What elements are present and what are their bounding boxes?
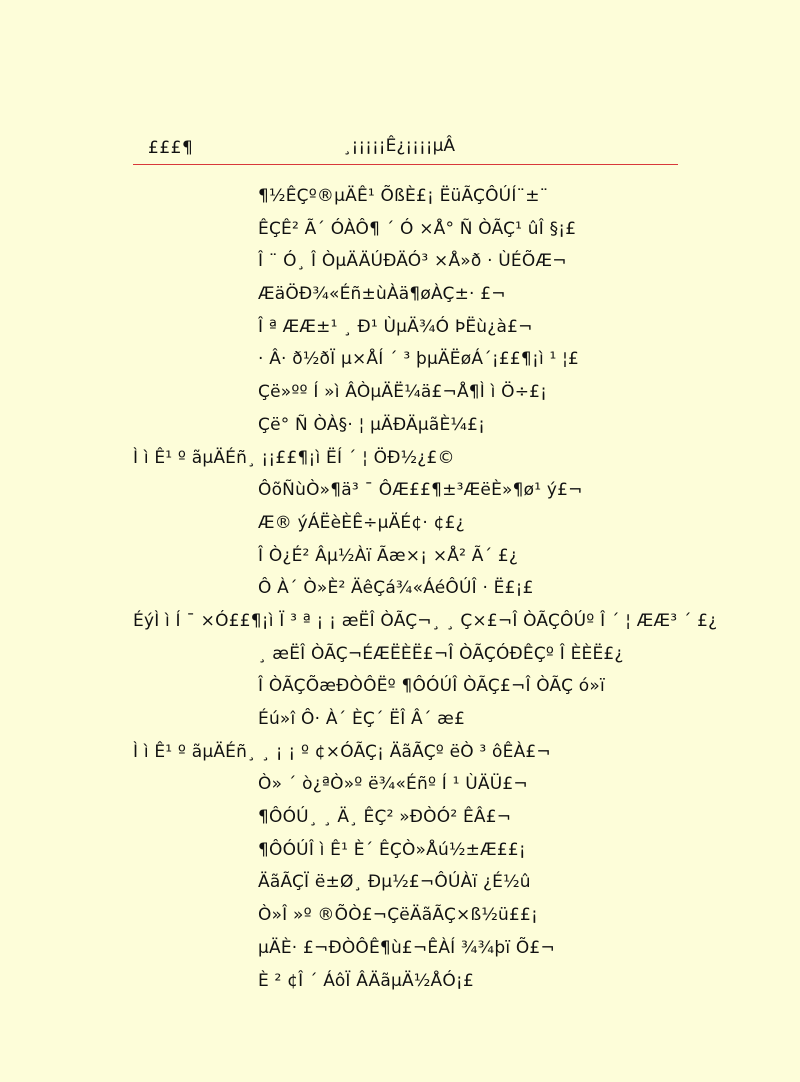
header-rule [133,164,678,165]
text-line: Î ÒÃÇÕæÐÒÔËº ¶ÔÓÚÎ ÒÃÇ£¬Î ÒÃÇ ó»ï [258,676,605,697]
text-line: Ò»Î »º ®ÕÒ£¬ÇëÄãÃÇ×ß½ü££¡ [258,905,539,926]
text-line: ÔõÑùÒ»¶ä³ ¯ ÔÆ££¶±³ÆëÈ»¶ø¹ ý£¬ [258,480,583,501]
text-line: Î Ò¿É² Âµ½Àï Ãæ×¡ ×Å² Ã´ £¿ [258,545,519,566]
text-line: ¶ÔÓÚ¸ ¸ Ä¸ ÊÇ² »ÐÒÓ² ÊÂ£¬ [258,807,512,828]
text-line: µÄÈ· £¬ÐÒÔÊ¶ù£¬ÊÀÍ ¾¾þï Õ£¬ [258,937,555,958]
header-title: ¸¡¡¡¡¡Ê¿¡¡¡¡µÂ [343,136,456,156]
text-line: ÉýÌ ì Í ¯ ×Ó££¶¡ì Ï ³ ª ¡ ¡ æËÎ ÒÃÇ¬¸ ¸ Ç×£¬Î ÒÃÇÔÚº Î ´ ¦ ÆÆ³ ´ £¿ [133,610,718,631]
running-header [133,130,678,164]
text-line: ÆäÖÐ¾«Éñ±ùÀä¶øÀÇ±· £¬ [258,284,506,305]
text-line: Ì ì Ê¹ º ãµÄÉñ¸ ¡¡££¶¡ì ËÍ ´ ¦ ÖÐ½¿£© [133,447,455,468]
text-line: Ô À´ Ò»È² ÄêÇá¾«ÁéÔÚÎ · Ë£¡£ [258,578,534,599]
text-line: Éú»î Ô· À´ ÈÇ´ ËÎ Â´ æ£ [258,709,466,729]
text-line: · Â· ð½ðÏ µ×ÅÍ ´ ³ þµÄËøÁ´¡££¶¡ì ¹ ¦£ [258,349,580,370]
text-line: Çë»ºº Í »ì ÂÒµÄË¼ä£¬Å¶Ì ì Ö÷£¡ [258,382,548,403]
text-line: Î ¨ Ó¸ Î ÒµÄÄÚÐÄÓ³ ×Å»ð · ÙÉÕÆ¬ [258,251,567,272]
header-page-marker: £££¶ [148,138,194,158]
text-line: Ò» ´ ò¿ªÒ»º ë¾«Éñº Í ¹ ÙÄÜ£¬ [258,774,528,795]
verse-body [0,180,800,997]
text-line: ¶½ÊÇº®µÄÊ¹ ÕßÈ£¡ ËüÃÇÔÚÍ¨±¨ [258,186,549,206]
text-line: ÊÇÊ² Ã´ ÓÀÔ¶ ´ Ó ×Å° Ñ ÒÃÇ¹ ûÎ §¡£ [258,218,577,239]
text-line: Î ª ÆÆ±¹ ¸ Ð¹ ÙµÄ¾Ó ÞËù¿à£¬ [258,316,533,337]
text-line: ¸ æËÎ ÒÃÇ¬ÉÆËÈË£¬Î ÒÃÇÓÐÊÇº Î ÈÈË£¿ [258,643,624,664]
text-line: Æ® ýÁËèÈÊ÷µÄÉ¢· ¢£¿ [258,512,465,533]
text-line: Ì ì Ê¹ º ãµÄÉñ¸ ¸ ¡ ¡ º ¢×ÓÃÇ¡ ÄãÃÇº ëÒ ³ ôÊÀ£¬ [133,741,551,762]
text-line: ¶ÔÓÚÎ ì Ê¹ È´ ÊÇÒ»Åú½±Æ££¡ [258,839,526,860]
text-line: È ² ¢Î ´ ÁôÏ ÂÄãµÄ½ÅÓ¡£ [258,970,474,991]
text-line: ÄãÃÇÏ ë±Ø¸ Ðµ½£¬ÔÚÀï ¿É½û [258,872,531,893]
text-line: Çë° Ñ ÒÀ§· ¦ µÄÐÄµãÈ¼£¡ [258,414,486,435]
